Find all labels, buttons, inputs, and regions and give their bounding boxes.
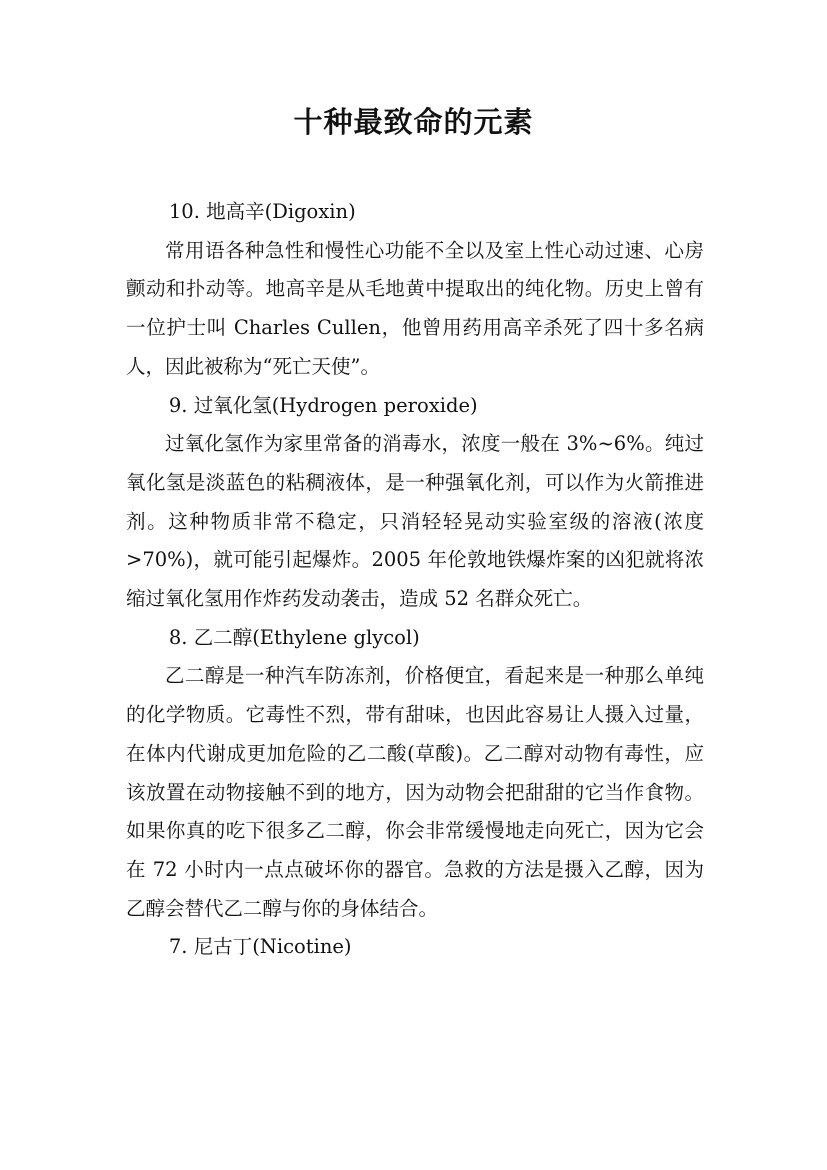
document-body xyxy=(126,193,704,967)
section-body-9: 过氧化氢作为家里常备的消毒水，浓度一般在 3%~6%。纯过氧化氢是淡蓝色的粘稠液体，是一种强氧化剂，可以作为火箭推进剂。这种物质非常不稳定，只消轻轻晃动实验室级的溶液(浓度>70%)，就可能引起爆炸。2005 年伦敦地铁爆炸案的凶犯就将浓缩过氧化氢用作炸药发动袭击，造成 52 名群众死亡。 xyxy=(126,432,704,611)
section-heading-8: 8. 乙二醇(Ethylene glycol) xyxy=(168,625,420,649)
section-body-10: 常用语各种急性和慢性心功能不全以及室上性心动过速、心房颤动和扑动等。地高辛是从毛地黄中提取出的纯化物。历史上曾有一位护士叫 Charles Cullen，他曾用药用高辛杀死了四十多名病人，因此被称为“死亡天使”。 xyxy=(126,238,704,378)
section-body-8: 乙二醇是一种汽车防冻剂，价格便宜，看起来是一种那么单纯的化学物质。它毒性不烈，带有甜味，也因此容易让人摄入过量，在体内代谢成更加危险的乙二酸(草酸)。乙二醇对动物有毒性，应该放置在动物接触不到的地方，因为动物会把甜甜的它当作食物。如果你真的吃下很多乙二醇，你会非常缓慢地走向死亡，因为它会在 72 小时内一点点破坏你的器官。急救的方法是摄入乙醇，因为乙醇会替代乙二醇与你的身体结合。 xyxy=(126,664,704,920)
section-heading-10: 10. 地高辛(Digoxin) xyxy=(168,200,356,223)
section-heading-7: 7. 尼古丁(Nicotine) xyxy=(168,935,352,959)
section-heading-9: 9. 过氧化氢(Hydrogen peroxide) xyxy=(168,393,478,417)
document-title: 十种最致命的元素 xyxy=(293,105,534,139)
